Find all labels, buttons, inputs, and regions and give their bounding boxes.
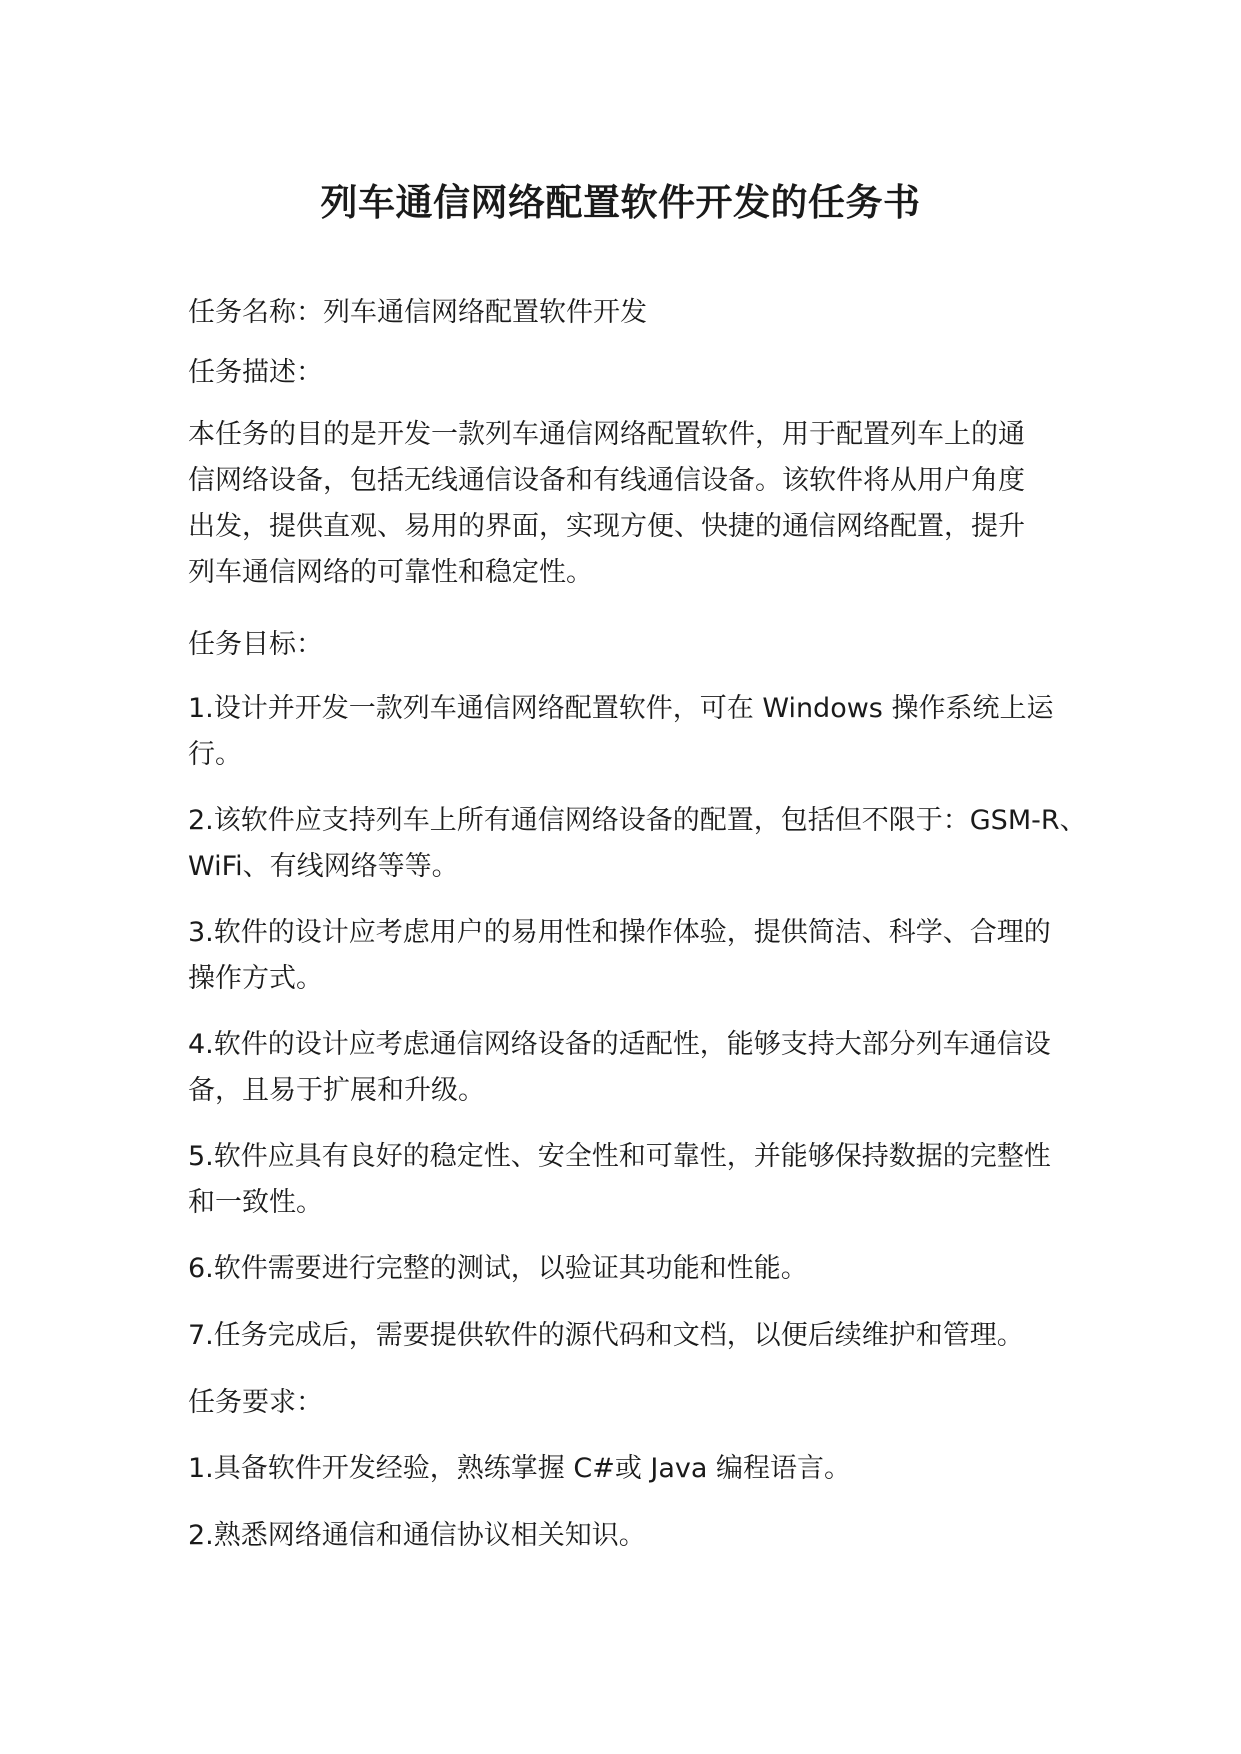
- goal-line: 行。: [188, 739, 242, 770]
- goal-line: 2.该软件应支持列车上所有通信网络设备的配置，包括但不限于：GSM-R、: [188, 805, 1087, 836]
- task-name-line: [188, 290, 1068, 336]
- description-line: 信网络设备，包括无线通信设备和有线通信设备。该软件将从用户角度: [188, 465, 1025, 496]
- goals-heading: [188, 622, 1068, 668]
- description-heading-text: 任务描述：: [188, 357, 323, 388]
- requirement-item-2: [188, 1513, 1068, 1559]
- description-line: 列车通信网络的可靠性和稳定性。: [188, 557, 593, 588]
- task-name-text: 任务名称：列车通信网络配置软件开发: [188, 297, 647, 328]
- requirements-heading-text: 任务要求：: [188, 1387, 323, 1418]
- goal-line: 4.软件的设计应考虑通信网络设备的适配性，能够支持大部分列车通信设: [188, 1029, 1051, 1060]
- goal-line: 5.软件应具有良好的稳定性、安全性和可靠性，并能够保持数据的完整性: [188, 1141, 1051, 1172]
- goal-item-5: [188, 1134, 1068, 1226]
- goals-heading-text: 任务目标：: [188, 629, 323, 660]
- description-heading: [188, 350, 1068, 396]
- goal-item-2: [188, 798, 1087, 890]
- document-title: 列车通信网络配置软件开发的任务书: [320, 181, 921, 224]
- goal-line: 备，且易于扩展和升级。: [188, 1075, 485, 1106]
- goal-item-4: [188, 1022, 1068, 1114]
- description-line: 本任务的目的是开发一款列车通信网络配置软件，用于配置列车上的通: [188, 419, 1025, 450]
- description-line: 出发，提供直观、易用的界面，实现方便、快捷的通信网络配置，提升: [188, 511, 1025, 542]
- goal-line: 7.任务完成后，需要提供软件的源代码和文档，以便后续维护和管理。: [188, 1320, 1024, 1351]
- goal-line: 和一致性。: [188, 1187, 323, 1218]
- description-paragraph: [188, 412, 1068, 596]
- goal-line: 6.软件需要进行完整的测试，以验证其功能和性能。: [188, 1253, 808, 1284]
- goal-line: 3.软件的设计应考虑用户的易用性和操作体验，提供简洁、科学、合理的: [188, 917, 1051, 948]
- requirement-item-1: [188, 1446, 1068, 1492]
- goal-line: WiFi、有线网络等等。: [188, 851, 459, 882]
- requirements-heading: [188, 1380, 1068, 1426]
- requirement-line: 2.熟悉网络通信和通信协议相关知识。: [188, 1520, 646, 1551]
- goal-line: 操作方式。: [188, 963, 323, 994]
- goal-item-6: [188, 1246, 1068, 1292]
- requirement-line: 1.具备软件开发经验，熟练掌握 C#或 Java 编程语言。: [188, 1453, 852, 1484]
- goal-item-7: [188, 1313, 1068, 1359]
- goal-item-1: [188, 686, 1068, 778]
- goal-item-3: [188, 910, 1068, 1002]
- goal-line: 1.设计并开发一款列车通信网络配置软件，可在 Windows 操作系统上运: [188, 693, 1054, 724]
